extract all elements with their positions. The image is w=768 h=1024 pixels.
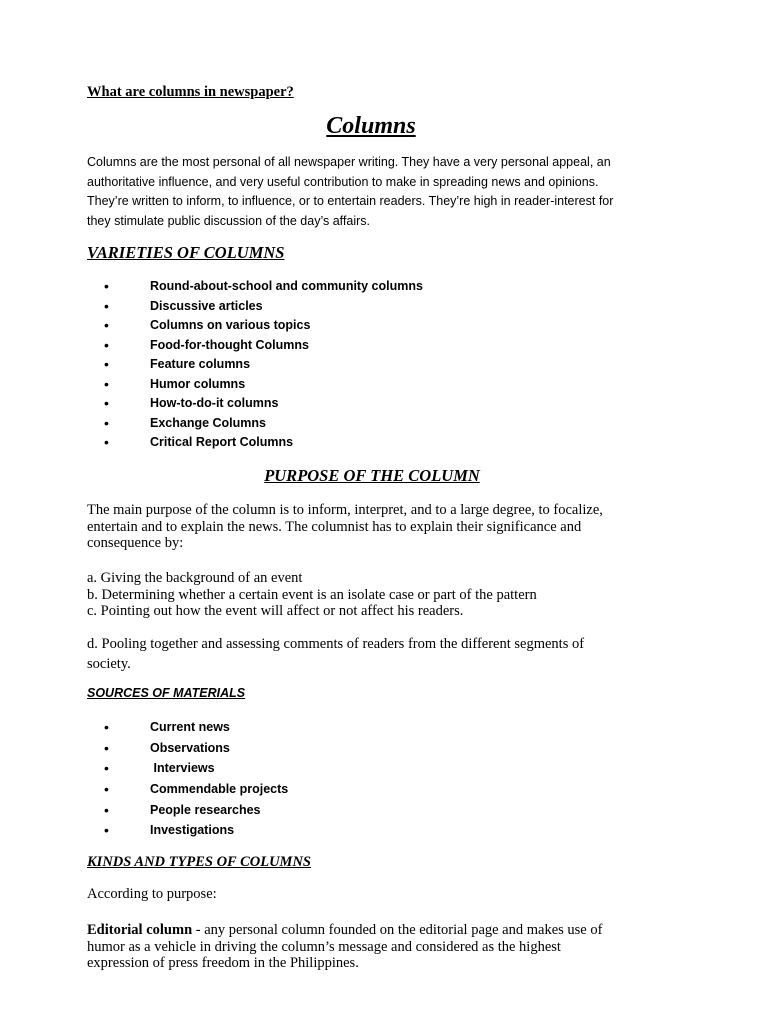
bullet-icon: • [104, 375, 109, 392]
paragraph-line: entertain and to explain the news. The columnist has to explain their significance and [87, 518, 582, 535]
sources-heading: SOURCES OF MATERIALS [87, 686, 246, 700]
bullet-icon: • [104, 414, 109, 431]
list-item [104, 414, 423, 434]
paragraph-line: expression of press freedom in the Philippines. [87, 955, 359, 971]
bullet-icon: • [104, 801, 109, 818]
bullet-icon: • [104, 760, 109, 777]
list-item-label: People researches [150, 802, 261, 817]
varieties-heading: VARIETIES OF COLUMNS [87, 243, 285, 262]
list-item [104, 375, 423, 395]
list-item [104, 394, 423, 414]
list-item [104, 717, 288, 738]
list-item-label: Observations [150, 740, 230, 755]
page-title: Columns [326, 113, 416, 139]
list-item-label: Commendable projects [150, 782, 289, 797]
list-item [104, 355, 423, 375]
intro-line: Columns are the most personal of all newspaper writing. They have a very personal appeal, an [87, 155, 611, 169]
list-item [104, 779, 288, 800]
bullet-icon: • [104, 822, 109, 839]
according-to-purpose: According to purpose: [87, 886, 217, 902]
purpose-point-b: b. Determining whether a certain event is an isolate case or part of the pattern [87, 586, 537, 603]
list-item [104, 433, 423, 453]
paragraph-line [87, 922, 687, 939]
paragraph-line: The main purpose of the column is to inform, interpret, and to a large degree, to focalize, [87, 502, 603, 518]
varieties-list [104, 277, 423, 453]
bullet-icon: • [104, 297, 109, 314]
list-item-label: Interviews [150, 761, 215, 776]
list-item-label: Feature columns [150, 357, 251, 371]
list-item [104, 297, 423, 317]
list-item [104, 738, 288, 759]
list-item-label: How-to-do-it columns [150, 396, 279, 410]
paragraph-line: humor as a vehicle in driving the column’s message and considered as the highest [87, 938, 561, 955]
bullet-icon: • [104, 356, 109, 372]
purpose-point-a: a. Giving the background of an event [87, 570, 303, 586]
list-item [104, 316, 423, 336]
bullet-icon: • [104, 395, 109, 411]
kinds-heading: KINDS AND TYPES OF COLUMNS [87, 854, 311, 870]
bullet-icon: • [104, 317, 109, 333]
intro-paragraph [87, 153, 667, 231]
question-heading: What are columns in newspaper? [87, 84, 294, 100]
list-item-label: Humor columns [150, 376, 246, 391]
list-item [104, 800, 288, 821]
purpose-point-c: c. Pointing out how the event will affect or not affect his readers. [87, 603, 464, 619]
bullet-icon: • [104, 336, 109, 353]
bullet-icon: • [104, 719, 109, 735]
list-item [104, 758, 288, 779]
list-item-label: Critical Report Columns [150, 435, 294, 449]
purpose-point-d [87, 634, 687, 674]
list-item-label: Exchange Columns [150, 415, 266, 430]
list-item [104, 277, 423, 297]
list-item-label: Columns on various topics [150, 318, 311, 332]
list-item [104, 820, 288, 841]
list-item-label: Round-about-school and community columns [150, 279, 423, 293]
bullet-icon: • [104, 278, 109, 294]
intro-line: They’re written to inform, to influence, or to entertain readers. They’re high in reader-interest for [87, 194, 614, 208]
list-item-label: Investigations [150, 823, 235, 838]
list-item-label: Discussive articles [150, 298, 263, 313]
paragraph-line: consequence by: [87, 535, 184, 551]
paragraph-line: society. [87, 656, 131, 672]
bullet-icon: • [104, 434, 109, 450]
editorial-definition-start: - any personal column founded on the editorial page and makes use of [192, 922, 603, 938]
bullet-icon: • [104, 781, 109, 798]
bullet-icon: • [104, 739, 109, 756]
editorial-column-paragraph [87, 922, 687, 972]
editorial-column-term: Editorial column [87, 922, 193, 938]
list-item [104, 336, 423, 356]
list-item-label: Food-for-thought Columns [150, 337, 309, 352]
purpose-points [87, 570, 687, 620]
intro-line: they stimulate public discussion of the day’s affairs. [87, 213, 371, 228]
purpose-heading: PURPOSE OF THE COLUMN [264, 466, 480, 485]
purpose-paragraph [87, 502, 687, 552]
list-item-label: Current news [150, 720, 230, 734]
sources-list [104, 717, 288, 841]
paragraph-line: d. Pooling together and assessing comments of readers from the different segments of [87, 636, 585, 652]
intro-line: authoritative influence, and very useful contribution to make in spreading news and opinions. [87, 174, 599, 189]
